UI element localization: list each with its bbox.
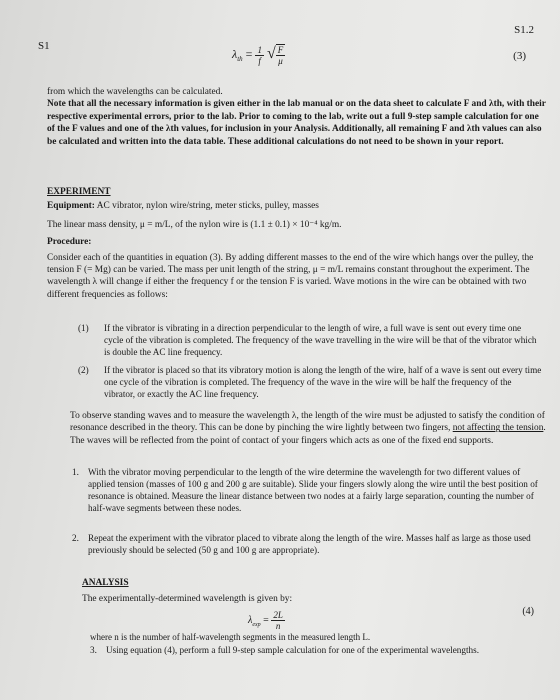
underlined-phrase: not affecting the tension (452, 423, 544, 434)
equation-4: $\lambda_{exp}$ = $\frac{2L}{n}$ (248, 610, 283, 631)
step-1: 1. With the vibrator moving perpendicular to the length of the wire determine the wavelength for two different values of applied tension (masses of 100 g and 200 g are suitable). Slide your fingers slowly along the wire until the best position of resonance is obtained. Measure the linear distance between two nodes at a fairly large separation, counting the number of half-wave segments between these nodes. (72, 467, 538, 513)
note-paragraph: Note that all the necessary information is given either in the lab manual or on the data sheet to calculate F and λth, with their respective experimental errors, prior to the lab. Prior to coming to the lab, write out a full 9-step sample calculation for one of the F values and one of the λth values, for inclusion in your Analysis. Additionally, all remaining F and λth values can also be calculated and written into the data table. These additional calculations do not need to be shown in your report. (47, 99, 546, 147)
equipment-text: AC vibrator, nylon wire/string, meter sticks, pulley, masses (94, 201, 319, 212)
procedure-text: Consider each of the quantities in equation (3). By adding different masses to the end of the wire which hangs over the pulley, the tension F (= Mg) can be varied. The mass per unit length of the string, μ = m/L remains constant throughout the experiment. The wavelength λ will change if either the frequency f or the tension F is varied. Wave motions in the wire can be obtained with two different frequencies as follows: (47, 252, 534, 300)
experiment-heading: EXPERIMENT (47, 187, 111, 197)
intro-line: from which the wavelengths can be calculated. (47, 87, 223, 97)
frequency-item-2: (2) If the vibrator is placed so that its vibratory motion is along the length of the wire, half of a wave is sent out every time one cycle of the vibration is completed. The frequency of the wave in the wire will be half the frequency of the vibrator, or exactly the AC line frequency. (78, 365, 542, 399)
fraction-1-over-f: $\frac{1}{f}$ (257, 44, 262, 66)
analysis-heading: ANALYSIS (82, 578, 129, 588)
frequency-item-1: (1) If the vibrator is vibrating in a direction perpendicular to the length of wire, a full wave is sent out every time one cycle of the vibration is completed. The frequency of the wave travelling in the wire will be that of the vibrator which is double the AC line frequency. (78, 323, 537, 357)
step-2: 2. Repeat the experiment with the vibrator placed to vibrate along the length of the wire. Masses half as large as those used previously should be selected (50 g and 100 g are appropriate). (72, 533, 531, 555)
equation-4-number: (4) (522, 606, 534, 617)
density-line: The linear mass density, μ = m/L, of the nylon wire is (1.1 ± 0.1) × 10⁻⁴ kg/m. (47, 219, 342, 230)
where-line: where n is the number of half-wavelength segments in the measured length L. (90, 632, 371, 642)
step-3: 3. Using equation (4), perform a full 9-step sample calculation for one of the experimental wavelengths. (90, 645, 479, 655)
lambda-symbol: λ (232, 46, 238, 61)
page-label-left: S1 (38, 40, 50, 52)
equipment-label: Equipment: (47, 201, 95, 212)
lambda-subscript: th (237, 55, 243, 64)
standing-wave-paragraph: To observe standing waves and to measure the wavelength λ, the length of the wire must be adjusted to satisfy the condition of resonance described in the theory. This can be done by pinching the wire lightly between two fingers, not affecting the tension. The waves will be reflected from the point of contact of your fingers which acts as one of the fixed end supports. (70, 411, 546, 446)
equals-sign: = (245, 46, 253, 61)
fraction-2L-over-n: $\frac{2L}{n}$ (273, 610, 283, 631)
equation-3 (232, 44, 285, 66)
sqrt-fraction: $\frac{F}{\mu}$ (277, 45, 284, 66)
analysis-intro: The experimentally-determined wavelength is given by: (82, 594, 293, 604)
sqrt-icon: √ (266, 44, 276, 62)
equipment-line (47, 200, 546, 212)
experiment-block (47, 186, 546, 301)
procedure-label: Procedure: (47, 237, 92, 248)
equation-3-number: (3) (513, 50, 526, 62)
page-number: S1.2 (514, 24, 534, 36)
intro-block (47, 86, 546, 148)
lambda-exp-symbol: λ (248, 614, 253, 626)
